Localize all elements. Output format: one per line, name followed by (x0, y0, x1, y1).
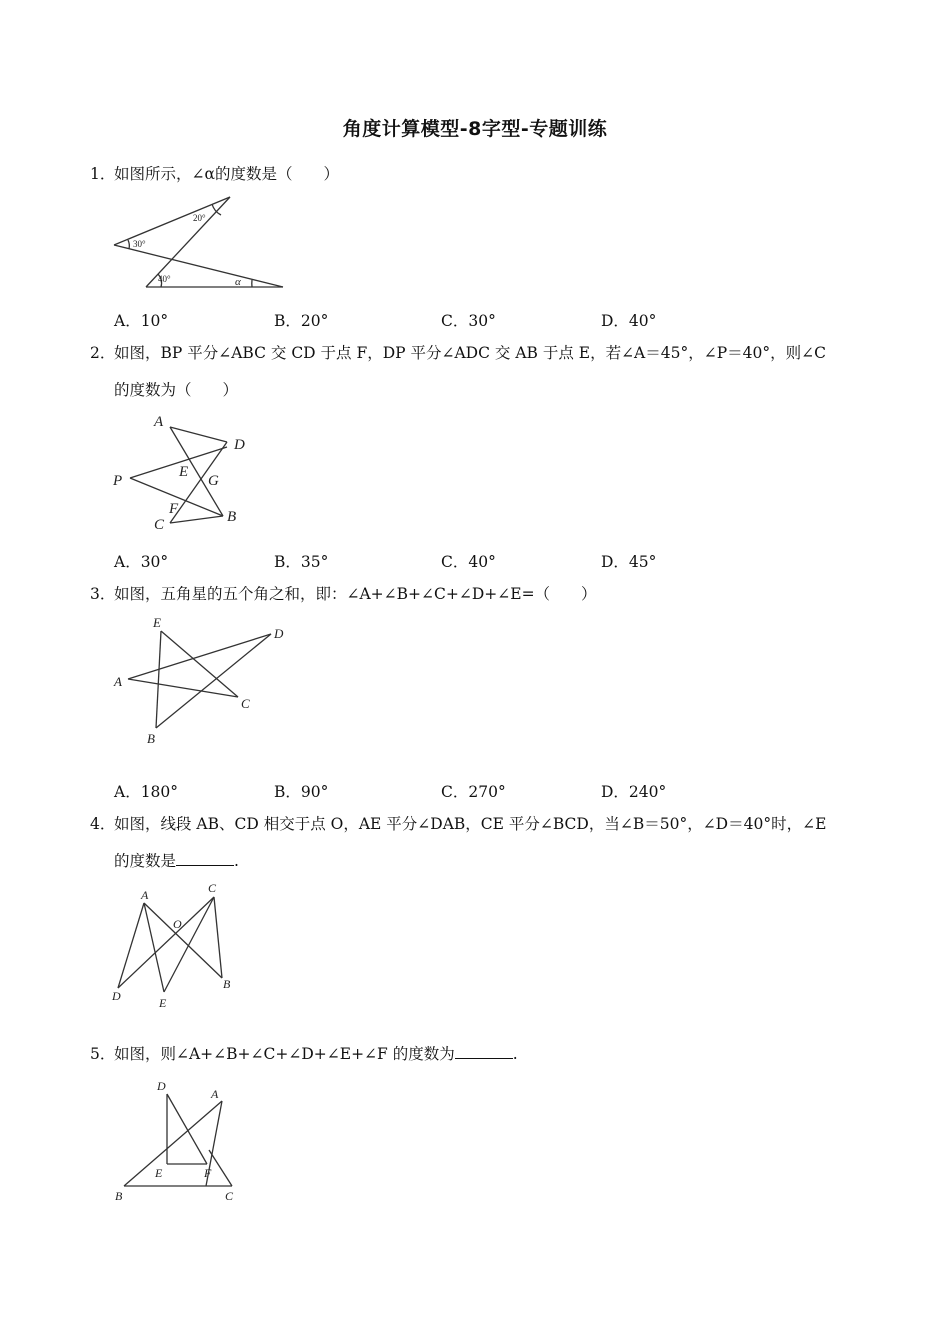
question-number: 3． (90, 585, 116, 603)
option-b: B．90° (274, 783, 329, 801)
fig4-line (118, 903, 144, 988)
fig4-line (164, 897, 214, 992)
option-a: A．30° (114, 553, 169, 571)
question-4 (90, 806, 870, 880)
fig3-label-c: C (241, 696, 250, 711)
fig5-label-f: F (204, 1166, 212, 1180)
fig2-label-f: F (169, 501, 179, 517)
fig2-line (170, 427, 223, 516)
options-3 (114, 780, 874, 802)
fig1-arc (212, 204, 221, 215)
fig1-arc (158, 274, 162, 287)
fig3-line (128, 679, 238, 697)
fig5-label-d: D (157, 1079, 166, 1093)
fig3-line (128, 634, 271, 679)
question-number: 1． (90, 165, 116, 183)
options-2 (114, 550, 874, 572)
answer-blank[interactable] (455, 1042, 513, 1059)
fig2-line (170, 516, 223, 523)
option-d: D．40° (601, 312, 657, 330)
fig5-line (209, 1150, 232, 1186)
fig4-label-a: A (141, 888, 149, 902)
question-2 (90, 335, 870, 409)
fig1-line (114, 197, 230, 245)
fig2-label-a: A (154, 414, 164, 430)
fig3-line (156, 634, 271, 728)
fig2-label-g: G (208, 473, 219, 489)
fig1-line (114, 245, 283, 287)
question-text: 如图，五角星的五个角之和，即：∠A+∠B+∠C+∠D+∠E=（ ） (114, 585, 597, 603)
fig4-line (144, 903, 222, 978)
fig4-label-c: C (208, 881, 217, 895)
fig3-line (161, 631, 238, 697)
question-text: 如图，线段 AB、CD 相交于点 O，AE 平分∠DAB，CE 平分∠BCD，当∠B＝50°，∠D＝40°时，∠E (114, 815, 827, 833)
fig4-line (144, 903, 164, 992)
question-text: 如图所示，∠α的度数是（ ） (114, 165, 339, 183)
question-5 (90, 1036, 870, 1073)
option-c: C．30° (441, 312, 496, 330)
options-1 (114, 309, 874, 331)
fig4-line (214, 897, 222, 978)
option-b: B．35° (274, 553, 329, 571)
fig1-label-alpha: α (235, 276, 241, 288)
option-b: B．20° (274, 312, 329, 330)
fig5-line (206, 1101, 222, 1186)
question-number: 2． (90, 344, 116, 362)
fig3-label-a: A (114, 674, 122, 689)
question-number: 4． (90, 815, 116, 833)
fig1-arc (128, 240, 129, 249)
fig1-label-40: 40° (158, 274, 171, 284)
fig2-label-d: D (234, 437, 245, 453)
fig4-line (118, 897, 214, 988)
question-3 (90, 576, 870, 613)
fig3-label-d: D (274, 626, 284, 641)
fig5-line (167, 1094, 207, 1164)
question-1 (90, 156, 870, 193)
fig2-line (170, 427, 227, 442)
question-text: 如图，BP 平分∠ABC 交 CD 于点 F，DP 平分∠ADC 交 AB 于点 E，若∠A＝45°，∠P＝40°，则∠C (114, 344, 826, 362)
fig2-label-c: C (154, 517, 165, 533)
fig2-line (130, 478, 223, 516)
fig2-line (170, 442, 227, 523)
fig4-label-o: O (173, 917, 182, 931)
fig1-line (146, 197, 230, 287)
question-text: 如图，则∠A+∠B+∠C+∠D+∠E+∠F 的度数为 (114, 1045, 455, 1063)
question-text-end: . (512, 1045, 518, 1063)
fig5-label-c: C (225, 1189, 234, 1203)
option-d: D．240° (601, 783, 667, 801)
option-c: C．270° (441, 783, 506, 801)
question-text-continued: 的度数为（ ） (114, 381, 239, 399)
fig3-label-b: B (147, 731, 155, 746)
fig2-line (130, 447, 227, 478)
fig1-label-20: 20° (193, 213, 206, 223)
question-number: 5． (90, 1045, 116, 1063)
option-a: A．180° (114, 783, 179, 801)
fig4-label-b: B (223, 977, 231, 991)
fig5-label-b: B (115, 1189, 123, 1203)
fig2-label-b: B (227, 509, 237, 525)
fig1-label-30: 30° (133, 239, 146, 249)
fig5-label-e: E (155, 1166, 163, 1180)
fig2-label-p: P (113, 473, 123, 489)
question-text-continued: 的度数是 (114, 852, 177, 870)
fig5-line (124, 1101, 222, 1186)
fig4-label-e: E (159, 996, 167, 1010)
fig5-label-a: A (211, 1087, 219, 1101)
option-c: C．40° (441, 553, 496, 571)
fig3-label-e: E (153, 615, 161, 630)
answer-blank[interactable] (176, 849, 234, 866)
page-title: 角度计算模型-8字型-专题训练 (342, 118, 608, 140)
option-a: A．10° (114, 312, 169, 330)
question-text-end: . (234, 852, 239, 870)
option-d: D．45° (601, 553, 657, 571)
fig3-line (156, 631, 161, 728)
fig2-label-e: E (179, 464, 189, 480)
fig4-label-d: D (112, 989, 121, 1003)
